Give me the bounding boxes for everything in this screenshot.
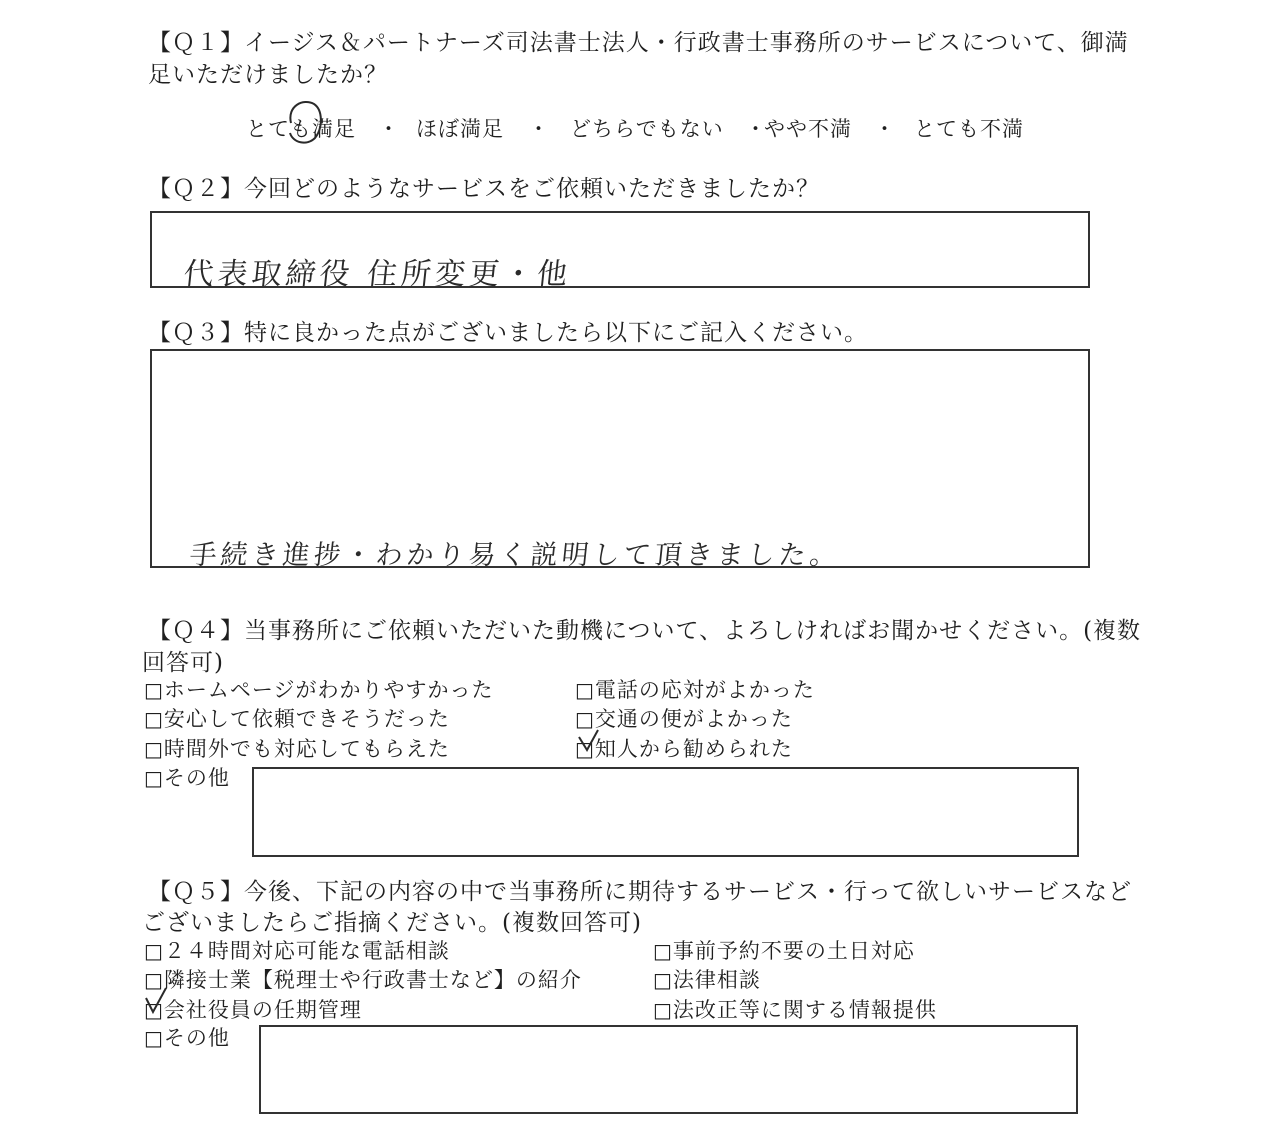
q4-other-input-box[interactable]: [252, 767, 1079, 857]
q1-separator: ・: [528, 117, 549, 141]
q5-checkbox-other[interactable]: □その他: [144, 1026, 230, 1050]
checkbox-icon: □: [144, 678, 164, 702]
q5-checkbox-weekend[interactable]: □事前予約不要の土日対応: [653, 939, 915, 963]
q4-checkbox-referral[interactable]: □知人から勧められた: [575, 737, 793, 761]
q2-handwritten-answer: 代表取締役 住所変更・他: [181, 257, 574, 292]
q1-question-line1: 【Ｑ１】イージス＆パートナーズ司法書士法人・行政書士事務所のサービスについて、御満: [148, 30, 1129, 56]
checkbox-icon: □: [144, 766, 164, 790]
q1-option-neutral[interactable]: どちらでもない: [570, 117, 724, 141]
checkbox-icon: □: [144, 939, 164, 963]
q4-checkbox-phone[interactable]: □電話の応対がよかった: [575, 678, 815, 702]
q5-question-line2: ございましたらご指摘ください。(複数回答可): [142, 910, 642, 936]
checkbox-icon: □: [144, 737, 164, 761]
q1-separator: ・: [745, 117, 766, 141]
checkbox-icon: □: [144, 707, 164, 731]
q3-handwritten-answer: 手続き進捗・わかり易く説明して頂きました。: [188, 540, 843, 571]
checkbox-icon: □: [653, 968, 673, 992]
q2-question: 【Ｑ２】今回どのようなサービスをご依頼いただきましたか？: [148, 176, 820, 202]
q5-other-input-box[interactable]: [259, 1025, 1078, 1114]
q5-checkbox-referral-professionals[interactable]: □隣接士業【税理士や行政書士など】の紹介: [144, 968, 582, 992]
q2-answer-box[interactable]: [150, 211, 1090, 292]
checkbox-icon: □: [653, 998, 673, 1022]
q1-option-very-satisfied[interactable]: とても満足: [246, 117, 356, 141]
q1-separator: ・: [378, 117, 399, 141]
q3-answer-box[interactable]: [150, 349, 1090, 571]
q4-checkbox-trust[interactable]: □安心して依頼できそうだった: [144, 707, 450, 731]
checkbox-icon: □: [144, 998, 164, 1022]
q4-question-line1: 【Ｑ４】当事務所にご依頼いただいた動機について、よろしければお聞かせください。(複数: [148, 618, 1142, 644]
checkbox-icon: □: [653, 939, 673, 963]
q4-checkbox-other[interactable]: □その他: [144, 766, 230, 790]
checkbox-icon: □: [575, 737, 595, 761]
checkbox-icon: □: [575, 678, 595, 702]
q1-separator: ・: [874, 117, 895, 141]
q5-checkbox-officer-term[interactable]: □会社役員の任期管理: [144, 998, 362, 1022]
q5-checkbox-law-updates[interactable]: □法改正等に関する情報提供: [653, 998, 937, 1022]
q1-question-line2: 足いただけましたか？: [148, 62, 388, 88]
q5-question-line1: 【Ｑ５】今後、下記の内容の中で当事務所に期待するサービス・行って欲しいサービスなど: [148, 879, 1132, 905]
q5-checkbox-legal-consult[interactable]: □法律相談: [653, 968, 761, 992]
checkbox-icon: □: [144, 968, 164, 992]
q4-checkbox-access[interactable]: □交通の便がよかった: [575, 707, 793, 731]
q4-checkbox-homepage[interactable]: □ホームページがわかりやすかった: [144, 678, 494, 702]
q3-question: 【Ｑ３】特に良かった点がございましたら以下にご記入ください。: [148, 320, 868, 346]
checkbox-icon: □: [575, 707, 595, 731]
q4-question-line2: 回答可): [142, 650, 224, 676]
q4-checkbox-after-hours[interactable]: □時間外でも対応してもらえた: [144, 737, 450, 761]
checkbox-icon: □: [144, 1026, 164, 1050]
q1-option-mostly-satisfied[interactable]: ほぼ満足: [416, 117, 504, 141]
q5-checkbox-24h-phone[interactable]: □２４時間対応可能な電話相談: [144, 939, 450, 963]
q1-option-somewhat-dissatisfied[interactable]: やや不満: [764, 117, 852, 141]
q1-option-very-dissatisfied[interactable]: とても不満: [914, 117, 1024, 141]
